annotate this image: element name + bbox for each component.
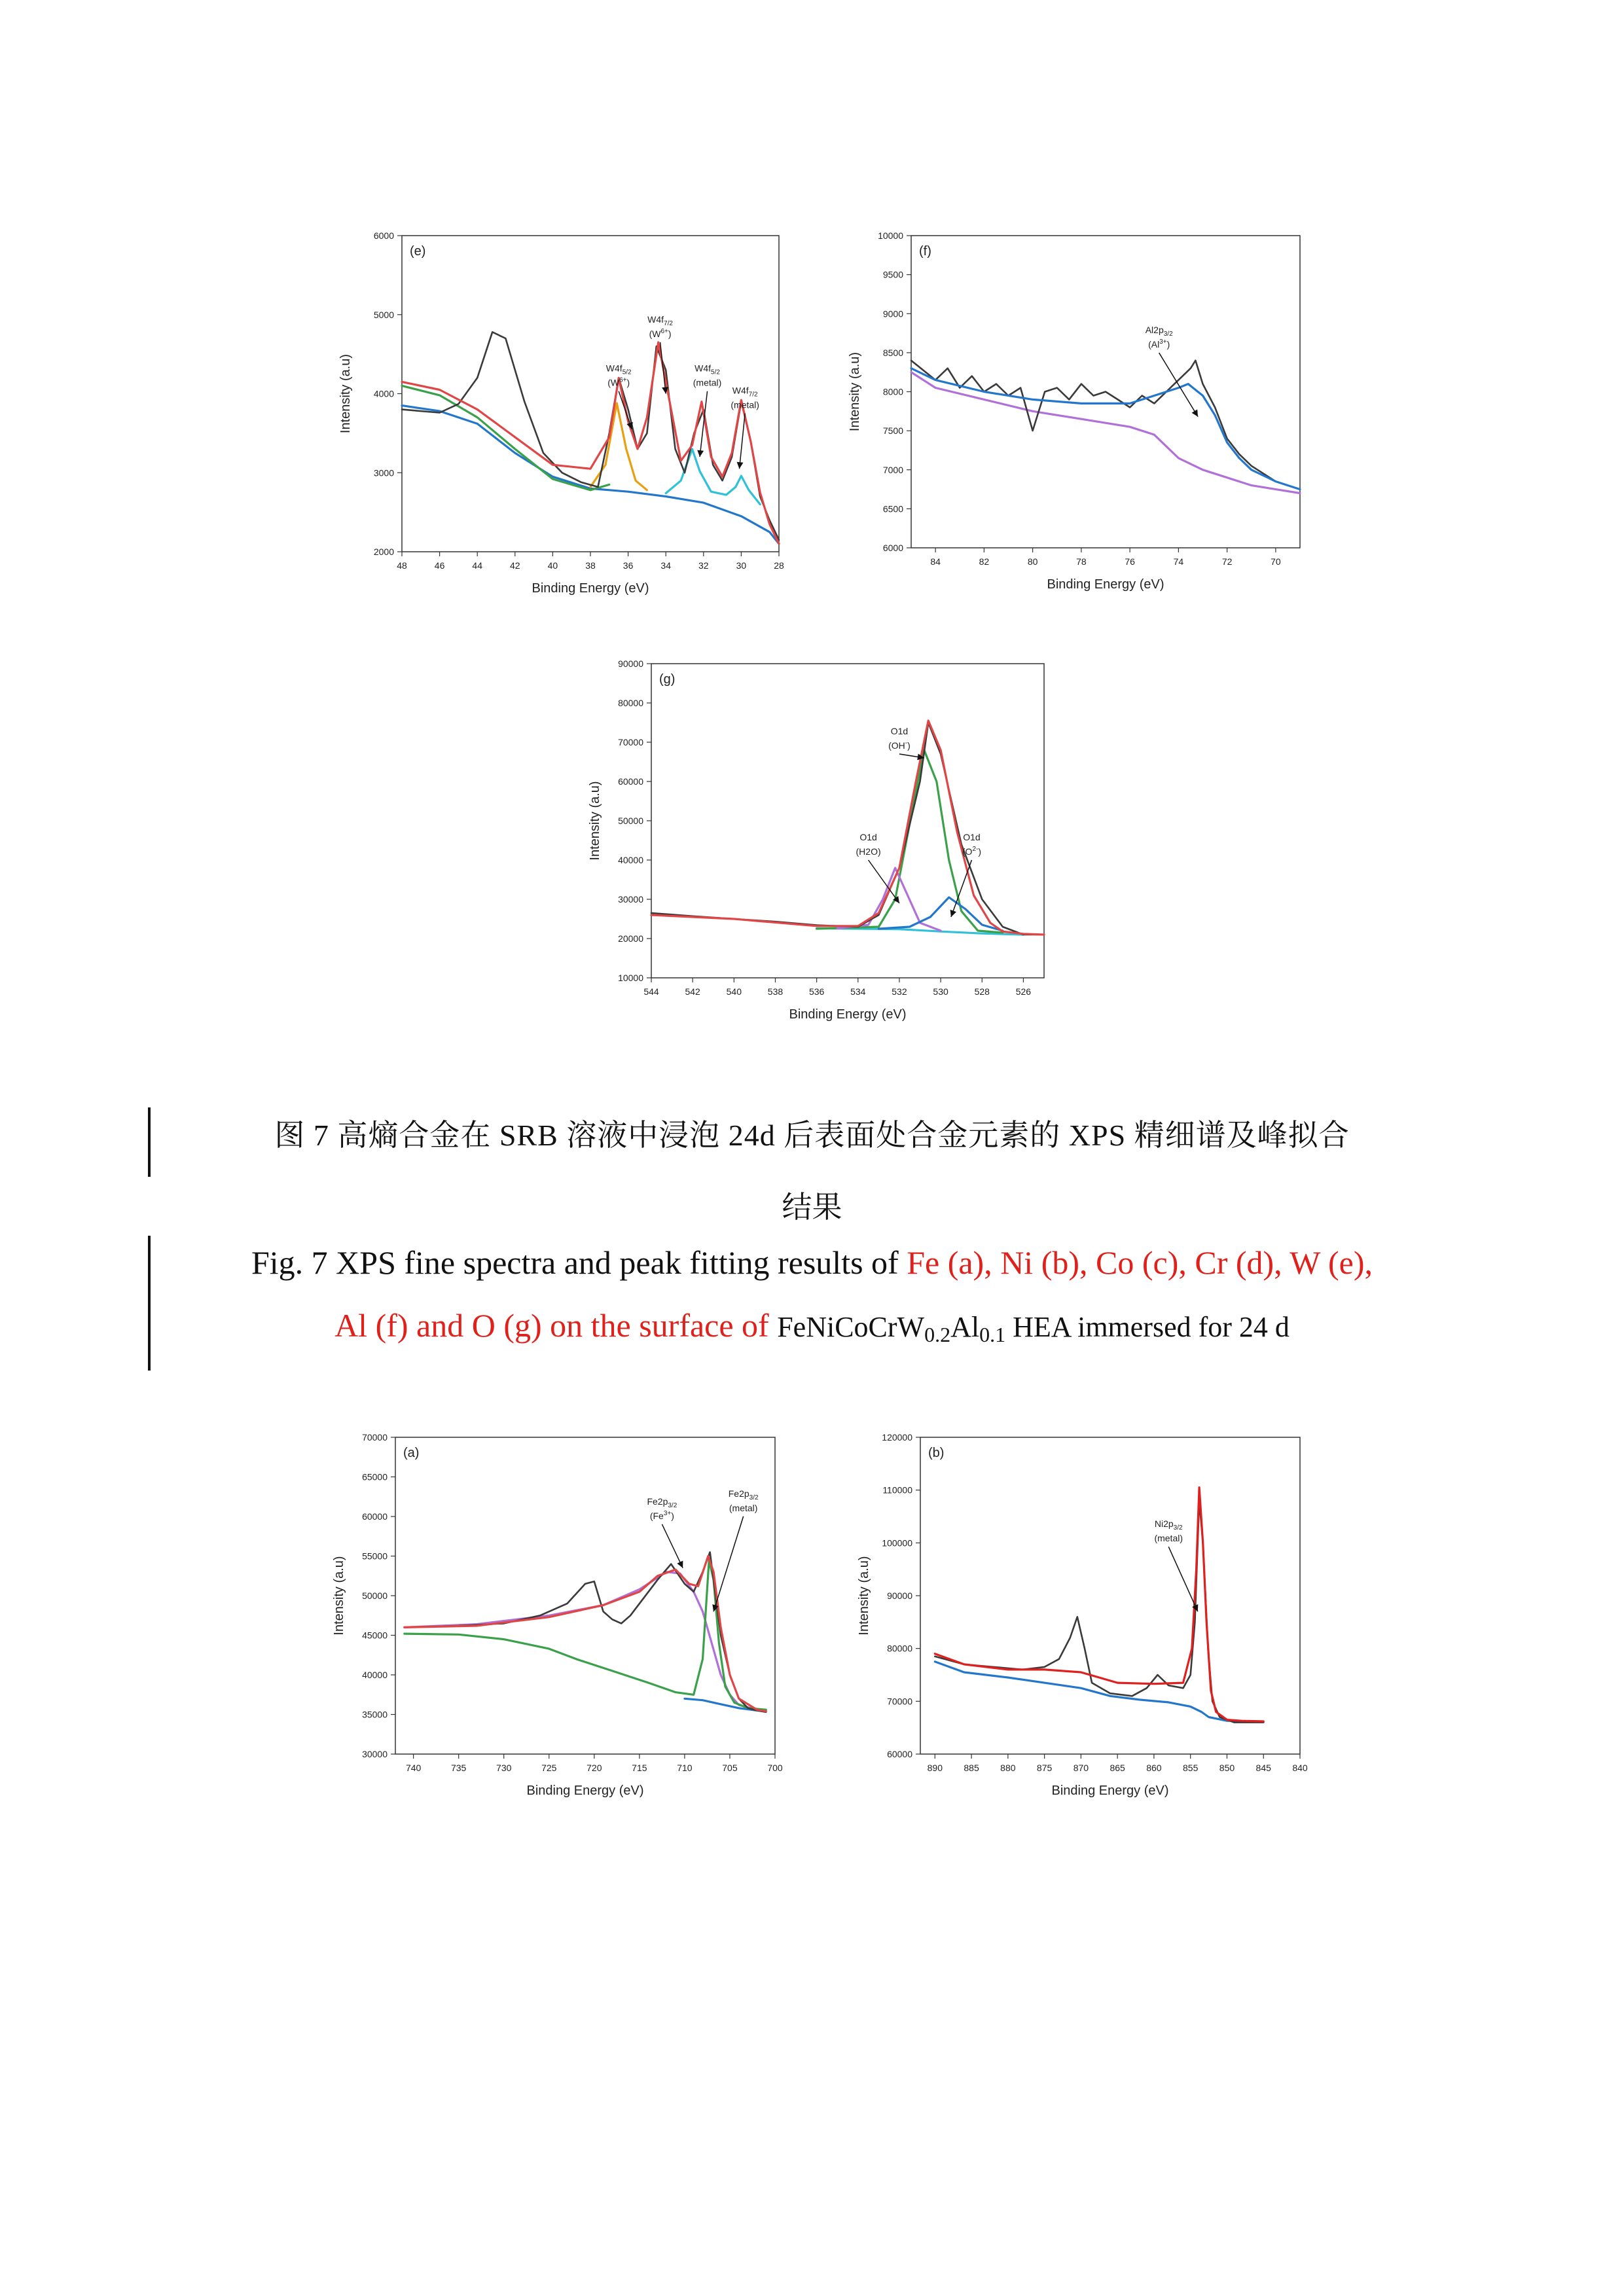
series-component-line [405, 1560, 766, 1710]
x-tick-label: 40 [547, 560, 558, 571]
x-tick-label: 84 [930, 556, 941, 567]
panel-g [586, 651, 1064, 1042]
y-axis-label: Intensity (a.u) [857, 1556, 871, 1636]
y-tick-label: 70000 [618, 737, 643, 747]
y-tick-label: 90000 [887, 1590, 912, 1601]
y-tick-label: 65000 [362, 1471, 388, 1482]
peak-annotation-state: (H2O) [856, 846, 881, 857]
y-tick-label: 8500 [882, 347, 903, 358]
caption-en-line2 [0, 1306, 1624, 1347]
peak-annotation-state: (metal) [729, 1502, 758, 1513]
x-tick-label: 865 [1110, 1763, 1125, 1773]
y-tick-label: 50000 [618, 816, 643, 826]
y-tick-label: 8000 [882, 386, 903, 397]
x-tick-label: 42 [510, 560, 520, 571]
peak-annotation-label: $Fe2p_{3/2}$ [647, 1496, 677, 1509]
y-tick-label: 40000 [362, 1670, 388, 1680]
peak-annotation-label: $Ni2p_{3/2}$ [1154, 1518, 1183, 1532]
x-tick-label: 32 [698, 560, 709, 571]
peak-annotation-label: $Fe2p_{3/2}$ [728, 1488, 759, 1501]
y-tick-label: 100000 [882, 1537, 912, 1549]
panel-label: (e) [410, 244, 426, 259]
y-axis-label: Intensity (a.u) [588, 781, 602, 861]
x-axis-label: Binding Energy (eV) [532, 581, 649, 596]
panel-label: (f) [919, 244, 931, 259]
y-tick-label: 6000 [373, 230, 394, 241]
y-tick-label: 35000 [362, 1709, 388, 1720]
panel-b [842, 1427, 1313, 1814]
x-tick-label: 542 [685, 986, 700, 997]
peak-annotation-label: $W4f_{7/2}$ [647, 314, 673, 327]
annotation-arrow [662, 1524, 683, 1568]
caption-en-elements-1: Fe (a), Ni (b), Co (c), Cr (d), W (e), [907, 1244, 1373, 1281]
x-axis-label: Binding Energy (eV) [1047, 577, 1164, 592]
x-tick-label: 528 [974, 986, 990, 997]
x-tick-label: 44 [472, 560, 482, 571]
series-envelope-line [402, 342, 779, 544]
x-tick-label: 72 [1221, 556, 1233, 567]
y-tick-label: 4000 [373, 388, 394, 399]
y-tick-label: 60000 [887, 1749, 912, 1759]
x-tick-label: 875 [1036, 1763, 1053, 1773]
y-tick-label: 45000 [362, 1630, 388, 1641]
chart-b [842, 1427, 1313, 1814]
caption-en-elements-2: Al (f) and O (g) on the surface of [334, 1307, 778, 1344]
peak-annotation-state: $(Fe^{3+})$ [649, 1509, 674, 1521]
x-tick-label: 28 [774, 560, 784, 571]
x-tick-label: 850 [1219, 1763, 1235, 1773]
caption-en-line1 [0, 1244, 1624, 1282]
x-tick-label: 538 [767, 986, 784, 997]
annotation-arrowhead [697, 450, 704, 457]
y-tick-label: 2000 [373, 547, 394, 557]
y-tick-label: 9000 [882, 308, 903, 319]
annotation-arrow [1168, 1547, 1198, 1611]
y-tick-label: 30000 [362, 1749, 388, 1759]
peak-annotation-label: O1d [890, 726, 909, 736]
caption-alloy-sub1: 0.2 [924, 1323, 951, 1346]
y-axis-label: Intensity (a.u) [338, 353, 353, 434]
peak-annotation-label: $W4f_{5/2}$ [605, 363, 632, 376]
x-tick-label: 700 [767, 1763, 783, 1773]
x-axis-label: Binding Energy (eV) [1051, 1784, 1169, 1798]
x-tick-label: 710 [677, 1763, 693, 1773]
x-tick-label: 730 [496, 1763, 512, 1773]
x-tick-label: 526 [1015, 986, 1032, 997]
y-tick-label: 60000 [362, 1511, 388, 1522]
annotation-arrowhead [737, 462, 744, 469]
series-component-line [405, 1572, 766, 1711]
y-tick-label: 80000 [618, 698, 643, 708]
x-axis-label: Binding Energy (eV) [789, 1007, 907, 1022]
x-tick-label: 530 [933, 986, 948, 997]
x-tick-label: 720 [586, 1763, 602, 1773]
y-tick-label: 5000 [373, 309, 394, 320]
caption-cn-line1: 图 7 高熵合金在 SRB 溶液中浸泡 24d 后表面处合金元素的 XPS 精细谱及峰拟合 [274, 1119, 1350, 1152]
chart-e [310, 224, 788, 605]
y-tick-label: 70000 [362, 1432, 388, 1443]
panel-e [310, 224, 788, 605]
y-tick-label: 9500 [882, 269, 903, 280]
series-raw-line [935, 1501, 1263, 1723]
annotation-arrow [713, 1516, 744, 1611]
x-tick-label: 38 [585, 560, 596, 571]
caption-alloy-b: Al [950, 1311, 980, 1343]
annotation-arrow [740, 414, 746, 469]
x-tick-label: 885 [964, 1763, 979, 1773]
y-tick-label: 7000 [882, 464, 903, 475]
series-raw-line [911, 361, 1300, 490]
x-tick-label: 544 [643, 986, 659, 997]
peak-annotation-state: (metal) [693, 377, 722, 388]
x-tick-label: 870 [1073, 1763, 1089, 1773]
caption-alloy-sub2: 0.1 [979, 1323, 1006, 1346]
x-tick-label: 36 [623, 560, 634, 571]
y-tick-label: 6500 [882, 503, 903, 514]
panel-f [842, 224, 1313, 605]
peak-annotation-label: $W4f_{7/2}$ [732, 385, 758, 399]
x-tick-label: 705 [722, 1763, 738, 1773]
x-tick-label: 78 [1076, 556, 1087, 567]
y-tick-label: 70000 [887, 1696, 912, 1707]
y-tick-label: 10000 [618, 973, 643, 983]
series-component-line [837, 868, 941, 931]
panel-label: (g) [659, 672, 676, 687]
y-tick-label: 3000 [373, 467, 394, 478]
x-tick-label: 855 [1183, 1763, 1199, 1773]
x-tick-label: 532 [892, 986, 907, 997]
peak-annotation-state: $(W^{6+})$ [649, 327, 672, 339]
y-tick-label: 50000 [362, 1590, 388, 1601]
peak-annotation-state: (metal) [731, 399, 759, 410]
peak-annotation-state: $(Al^{3+})$ [1148, 338, 1170, 350]
peak-annotation-label: O1d [963, 832, 981, 842]
peak-annotation-label: $W4f_{5/2}$ [695, 363, 720, 376]
annotation-arrow [1159, 353, 1198, 417]
x-tick-label: 30 [736, 560, 747, 571]
x-tick-label: 48 [397, 560, 407, 571]
y-tick-label: 20000 [618, 933, 643, 944]
y-tick-label: 55000 [362, 1551, 388, 1562]
x-tick-label: 34 [660, 560, 671, 571]
x-tick-label: 715 [632, 1763, 647, 1773]
y-tick-label: 60000 [618, 776, 643, 787]
x-axis-label: Binding Energy (eV) [526, 1784, 644, 1798]
y-tick-label: 30000 [618, 894, 643, 905]
x-tick-label: 70 [1271, 556, 1281, 567]
peak-annotation-label: $Al2p_{3/2}$ [1145, 325, 1173, 338]
panel-label: (a) [403, 1446, 420, 1460]
y-tick-label: 40000 [618, 855, 643, 865]
x-tick-label: 880 [1000, 1763, 1016, 1773]
y-tick-label: 110000 [882, 1484, 912, 1496]
x-tick-label: 74 [1173, 556, 1184, 567]
peak-annotation-label: O1d [859, 832, 877, 842]
panel-label: (b) [928, 1446, 945, 1460]
x-tick-label: 536 [808, 986, 825, 997]
x-tick-label: 534 [850, 986, 866, 997]
peak-annotation-state: (metal) [1154, 1533, 1183, 1544]
y-tick-label: 10000 [878, 230, 903, 241]
caption-cn-line2: 结果 [782, 1191, 842, 1224]
x-tick-label: 46 [434, 560, 445, 571]
x-tick-label: 725 [541, 1763, 557, 1773]
series-raw-line [651, 723, 1044, 935]
chart-g [586, 651, 1064, 1042]
series-component-line [402, 386, 609, 490]
x-tick-label: 540 [726, 986, 742, 997]
x-tick-label: 80 [1027, 556, 1038, 567]
peak-annotation-state: (OH-) [888, 740, 911, 751]
caption-alloy-a: FeNiCoCrW [777, 1311, 925, 1343]
panel-a [310, 1427, 788, 1814]
x-tick-label: 82 [979, 556, 990, 567]
y-tick-label: 7500 [882, 425, 903, 437]
y-tick-label: 120000 [882, 1432, 912, 1443]
x-tick-label: 860 [1146, 1763, 1162, 1773]
chart-a [310, 1427, 788, 1814]
x-tick-label: 740 [405, 1763, 422, 1773]
y-tick-label: 90000 [618, 658, 643, 669]
x-tick-label: 76 [1125, 556, 1135, 567]
caption-en-prefix: Fig. 7 XPS fine spectra and peak fitting results of [251, 1244, 907, 1281]
caption-alloy-tail: HEA immersed for 24 d [1005, 1311, 1290, 1343]
series-envelope-line [911, 368, 1300, 490]
y-axis-label: Intensity (a.u) [332, 1556, 346, 1636]
y-tick-label: 6000 [882, 543, 903, 553]
plot-frame [920, 1437, 1300, 1754]
annotation-arrowhead [1192, 410, 1198, 417]
chart-f [842, 224, 1313, 605]
peak-annotation-state: $(O^{2-})$ [962, 846, 982, 857]
x-tick-label: 735 [450, 1763, 467, 1773]
x-tick-label: 840 [1292, 1763, 1308, 1773]
series-background-line [935, 1662, 1263, 1722]
x-tick-label: 845 [1255, 1763, 1271, 1773]
y-axis-label: Intensity (a.u) [848, 351, 862, 432]
series-background-line [911, 372, 1300, 493]
plot-frame [402, 236, 779, 552]
x-tick-label: 890 [927, 1763, 943, 1773]
peak-annotation-state: $(W^{6+})$ [607, 376, 630, 388]
y-tick-label: 80000 [887, 1643, 912, 1654]
